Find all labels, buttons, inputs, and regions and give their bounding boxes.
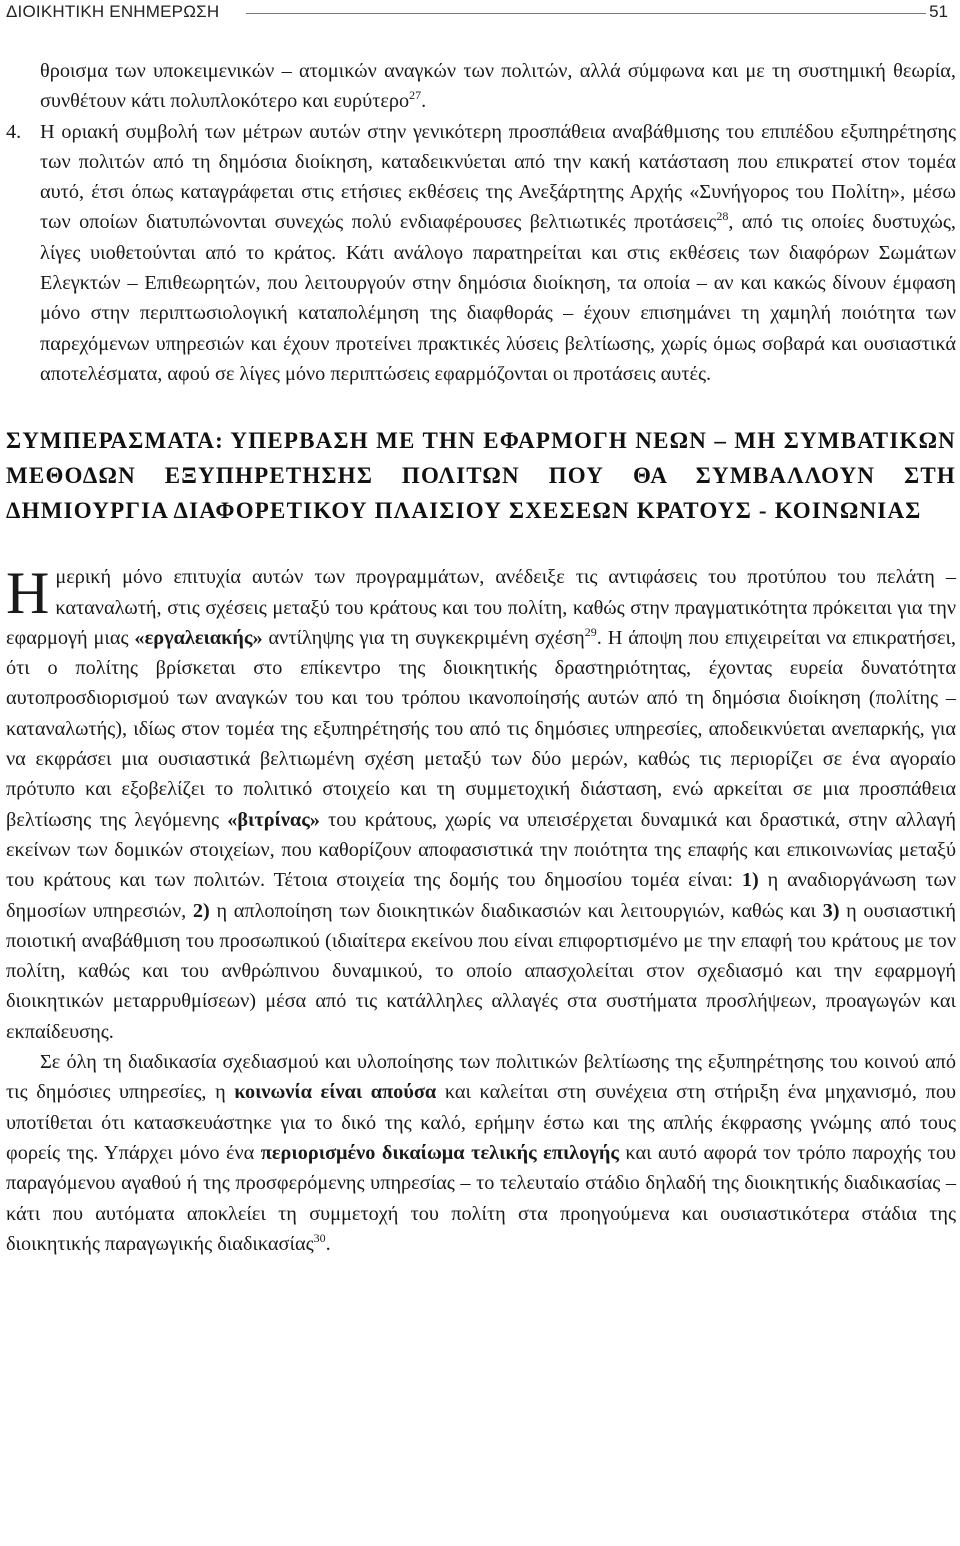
intro-paragraph: θροισμα των υποκειμενικών – ατομικών αναγκών των πολιτών, αλλά σύμφωνα και με τη συστημική θεωρία, συνθέτουν κάτι πολυπλοκότερο και ευρύτερο$^{27}$. [40, 60, 956, 113]
section-heading: ΣΥΜΠΕΡΑΣΜΑΤΑ: ΥΠΕΡΒΑΣΗ ΜΕ ΤΗΝ ΕΦΑΡΜΟΓΗ ΝΕΩΝ – ΜΗ ΣΥΜΒΑΤΙΚΩΝ ΜΕΘΟΔΩΝ ΕΞΥΠΗΡΕΤΗΣΗΣ ΠΟΛΙΤΩΝ ΠΟΥ ΘΑ ΣΥΜΒΑΛΛΟΥΝ ΣΤΗ ΔΗΜΙΟΥΡΓΙΑ ΔΙΑΦΟΡΕΤΙΚΟΥ ΠΛΑΙΣΙΟΥ ΣΧΕΣΕΩΝ ΚΡΑΤΟΥΣ - ΚΟΙΝΩΝΙΑΣ [6, 428, 956, 524]
page-body [6, 56, 956, 1259]
conclusions-paragraph-2: Σε όλη τη διαδικασία σχεδιασμού και υλοποίησης των πολιτικών βελτίωσης της εξυπηρέτησης του κοινού από τις δημόσιες υπηρεσίες, η κοινωνία είναι απούσα και καλείται στη συνέχεια στη στήριξη ένα μηχανισμό, που υποτίθεται ότι κατασκευάστηκε για το δικό της καλό, ερήμην έστω και της απλής έκφρασης γνώμης από τους φορείς της. Υπάρχει μόνο ένα περιορισμένο δικαίωμα τελικής επιλογής και αυτό αφορά τον τρόπο παροχής του παραγόμενου αγαθού ή της προσφερόμενης υπηρεσίας – το τελευταίο στάδιο δηλαδή της διοικητικής διαδικασίας – κάτι που αυτόματα αποκλείει τη συμμετοχή του πολίτη στα προηγούμενα και ουσιαστικότερα στάδια της διοικητικής παραγωγικής διαδικασίας$^{30}$. [6, 1051, 957, 1255]
header-rule [246, 13, 926, 14]
running-title: ΔΙΟΙΚΗΤΙΚΗ ΕΝΗΜΕΡΩΣΗ [6, 2, 220, 21]
footnote-ref-30: 30 [313, 1231, 326, 1246]
drop-cap: Η [6, 560, 50, 627]
conclusions-paragraph-1: Ημερική μόνο επιτυχία αυτών των προγραμμάτων, ανέδειξε τις αντιφάσεις του προτύπου του πελάτη – καταναλωτή, στις σχέσεις μεταξύ του κράτους και του πολίτη, καθώς στην πραγματικότητα πρόκειται για την εφαρμογή μιας «εργαλειακής» αντίληψης για τη συγκεκριμένη σχέση$^{29}$. Η άποψη που επιχειρείται να επικρατήσει, ότι ο πολίτης βρίσκεται στο επίκεντρο της διοικητικής δραστηριότητας, έχοντας ευρεία δυνατότητα αυτοπροσδιορισμού των αναγκών του και του τρόπου ικανοποίησής αυτών από τη δημόσια διοίκηση (πολίτης – καταναλωτής), ιδίως στον τομέα της εξυπηρέτησής του από τις δημόσιες υπηρεσίες, αποδεικνύεται ανεπαρκής, για να εκφράσει μια ουσιαστικά βελτιωμένη σχέση μεταξύ των δύο μερών, καθώς τις περιορίζει σε ένα αγοραίο πρότυπο και εξοβελίζει το πολιτικό στοιχείο και τη συμμετοχική διάσταση, ενώ αρκείται σε μια προσπάθεια βελτίωσης της λεγόμενης «βιτρίνας» του κράτους, χωρίς να υπεισέρχεται δυναμικά και δραστικά, στην αλλαγή εκείνων των δομικών στοιχείων, που καθορίζουν αποφασιστικά την ποιότητα της επαφής και επικοινωνίας μεταξύ του κράτους και των πολιτών. Τέτοια στοιχεία της δομής του δημοσίου τομέα είναι: 1) η αναδιοργάνωση των δημοσίων υπηρεσιών, 2) η απλοποίηση των διοικητικών διαδικασιών και λειτουργιών, καθώς και 3) η ουσιαστική ποιοτική αναβάθμιση του προσωπικού (ιδιαίτερα εκείνου που είναι επιφορτισμένο με την επαφή του κράτους με τον πολίτη, καθώς και του ανθρώπινου δυναμικού, το οποίο απασχολείται στον σχεδιασμό και την εφαρμογή διοικητικών μεταρρυθμίσεων) μέσα από τις κατάλληλες αλλαγές στα συστήματα προσλήψεων, προαγωγών και εκπαίδευσης. [6, 560, 957, 1043]
footnote-ref-27: 27 [409, 88, 422, 103]
footnote-ref-29: 29 [584, 625, 597, 640]
footnote-ref-28: 28 [716, 209, 729, 224]
running-header [6, 0, 956, 26]
list-number: 4. [6, 120, 22, 143]
list-item-4: 4. Η οριακή συμβολή των μέτρων αυτών στην γενικότερη προσπάθεια αναβάθμισης του επιπέδου εξυπηρέτησης των πολιτών από τη δημόσια διοίκηση, καταδεικνύεται από την κακή κατάσταση που επικρατεί στον τομέα αυτό, έτσι όπως καταγράφεται στις ετήσιες εκθέσεις της Ανεξάρτητης Αρχής «Συνήγορος του Πολίτη», μέσω των οποίων διατυπώνονται συνεχώς πολύ ενδιαφέρουσες βελτιωτικές προτάσεις$^{28}$, από τις οποίες δυστυχώς, λίγες υιοθετούνται από το κράτος. Κάτι ανάλογο παρατηρείται και στις εκθέσεις των διαφόρων Σωμάτων Ελεγκτών – Επιθεωρητών, που λειτουργούν στην δημόσια διοίκηση, τα οποία – αν και κακώς δίνουν έμφαση μόνο στην περιπτωσιολογική καταπολέμηση της διαφθοράς – έχουν επισημάνει τη χαμηλή ποιότητα των παρεχόμενων υπηρεσιών και έχουν προτείνει πρακτικές λύσεις βελτίωσης, χωρίς όμως σοβαρά και ουσιαστικά αποτελέσματα, αφού σε λίγες μόνο περιπτώσεις εφαρμόζονται οι προτάσεις αυτές. [6, 117, 956, 390]
page-number: 51 [929, 2, 948, 21]
